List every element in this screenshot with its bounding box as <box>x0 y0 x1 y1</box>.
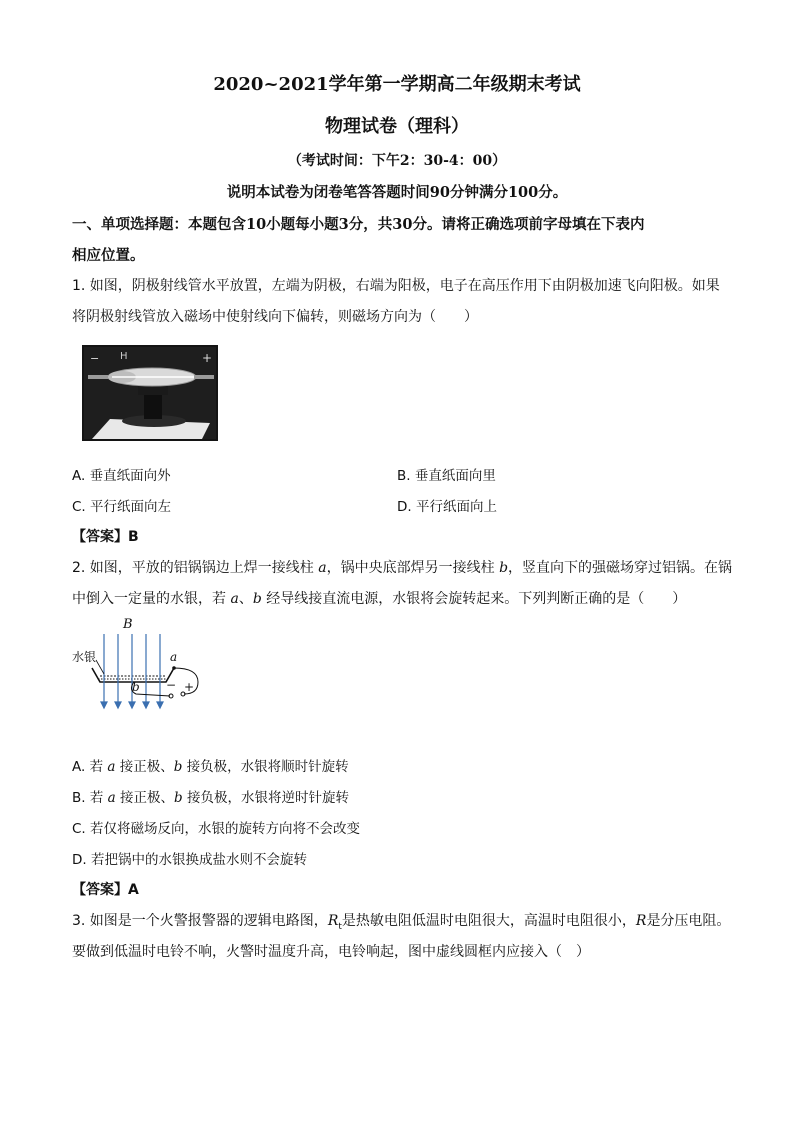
exam-time: （考试时间：下午2：30-4：00） <box>287 153 507 169</box>
q2-option-c: C. 若仅将磁场反向，水银的旋转方向将不会改变 <box>72 821 361 837</box>
q1-option-a: A. 垂直纸面向外 <box>72 468 171 484</box>
q1-option-d: D. 平行纸面向上 <box>397 499 497 515</box>
q2-fig-b-field-label: B <box>123 617 133 632</box>
section1-instruction-line2: 相应位置。 <box>72 247 145 264</box>
q2-option-a: A. 若 a 接正极、b 接负极，水银将顺时针旋转 <box>72 759 349 775</box>
q1-fig-minus-label: − <box>90 352 100 365</box>
q1-stem-line1: 1. 如图，阴极射线管水平放置，左端为阴极，右端为阳极，电子在高压作用下由阴极加速飞向阳极。如果 <box>72 278 720 294</box>
q1-option-b: B. 垂直纸面向里 <box>397 468 496 484</box>
q1-fig-h-label: H <box>120 351 128 362</box>
q1-option-c: C. 平行纸面向左 <box>72 499 172 515</box>
section1-instruction-line1: 一、单项选择题：本题包含10小题每小题3分，共30分。请将正确选项前字母填在下表内 <box>72 216 645 233</box>
q2-answer: 【答案】A <box>72 882 139 898</box>
q1-cathode-ray-tube-photo <box>82 345 218 441</box>
q2-option-b: B. 若 a 接正极、b 接负极，水银将逆时针旋转 <box>72 790 349 806</box>
q3-stem-line2: 要做到低温时电铃不响，火警时温度升高，电铃响起，图中虚线圆框内应接入（ ） <box>72 944 590 960</box>
q2-fig-b-label: b <box>132 680 140 694</box>
q1-answer: 【答案】B <box>72 529 139 545</box>
q2-stem-line1: 2. 如图，平放的铝锅锅边上焊一接线柱 a，锅中央底部焊另一接线柱 b，竖直向下的强磁场穿过铝锅。在锅 <box>72 560 733 576</box>
q2-fig-plus-label: + <box>184 680 195 694</box>
q2-fig-mercury-label: 水银 <box>72 650 97 664</box>
q1-stem-line2: 将阴极射线管放入磁场中使射线向下偏转，则磁场方向为（ ） <box>72 309 478 325</box>
q2-option-d: D. 若把锅中的水银换成盐水则不会旋转 <box>72 852 307 868</box>
q2-aluminum-pot-diagram <box>70 616 210 712</box>
q1-fig-plus-label: + <box>202 351 213 365</box>
q2-fig-minus-label: − <box>166 678 177 692</box>
q3-stem-line1: 3. 如图是一个火警报警器的逻辑电路图，$R_t$是热敏电阻低温时电阻很大，高温时电阻很小，R是分压电阻。 <box>72 913 731 932</box>
q2-stem-line2: 中倒入一定量的水银，若 a、b 经导线接直流电源，水银将会旋转起来。下列判断正确的是（ ） <box>72 591 687 607</box>
exam-title: 2020~2021学年第一学期高二年级期末考试 <box>213 74 581 95</box>
exam-note: 说明本试卷为闭卷笔答答题时间90分钟满分100分。 <box>226 184 568 201</box>
q2-fig-a-label: a <box>170 650 178 664</box>
exam-subtitle: 物理试卷（理科） <box>325 116 469 137</box>
